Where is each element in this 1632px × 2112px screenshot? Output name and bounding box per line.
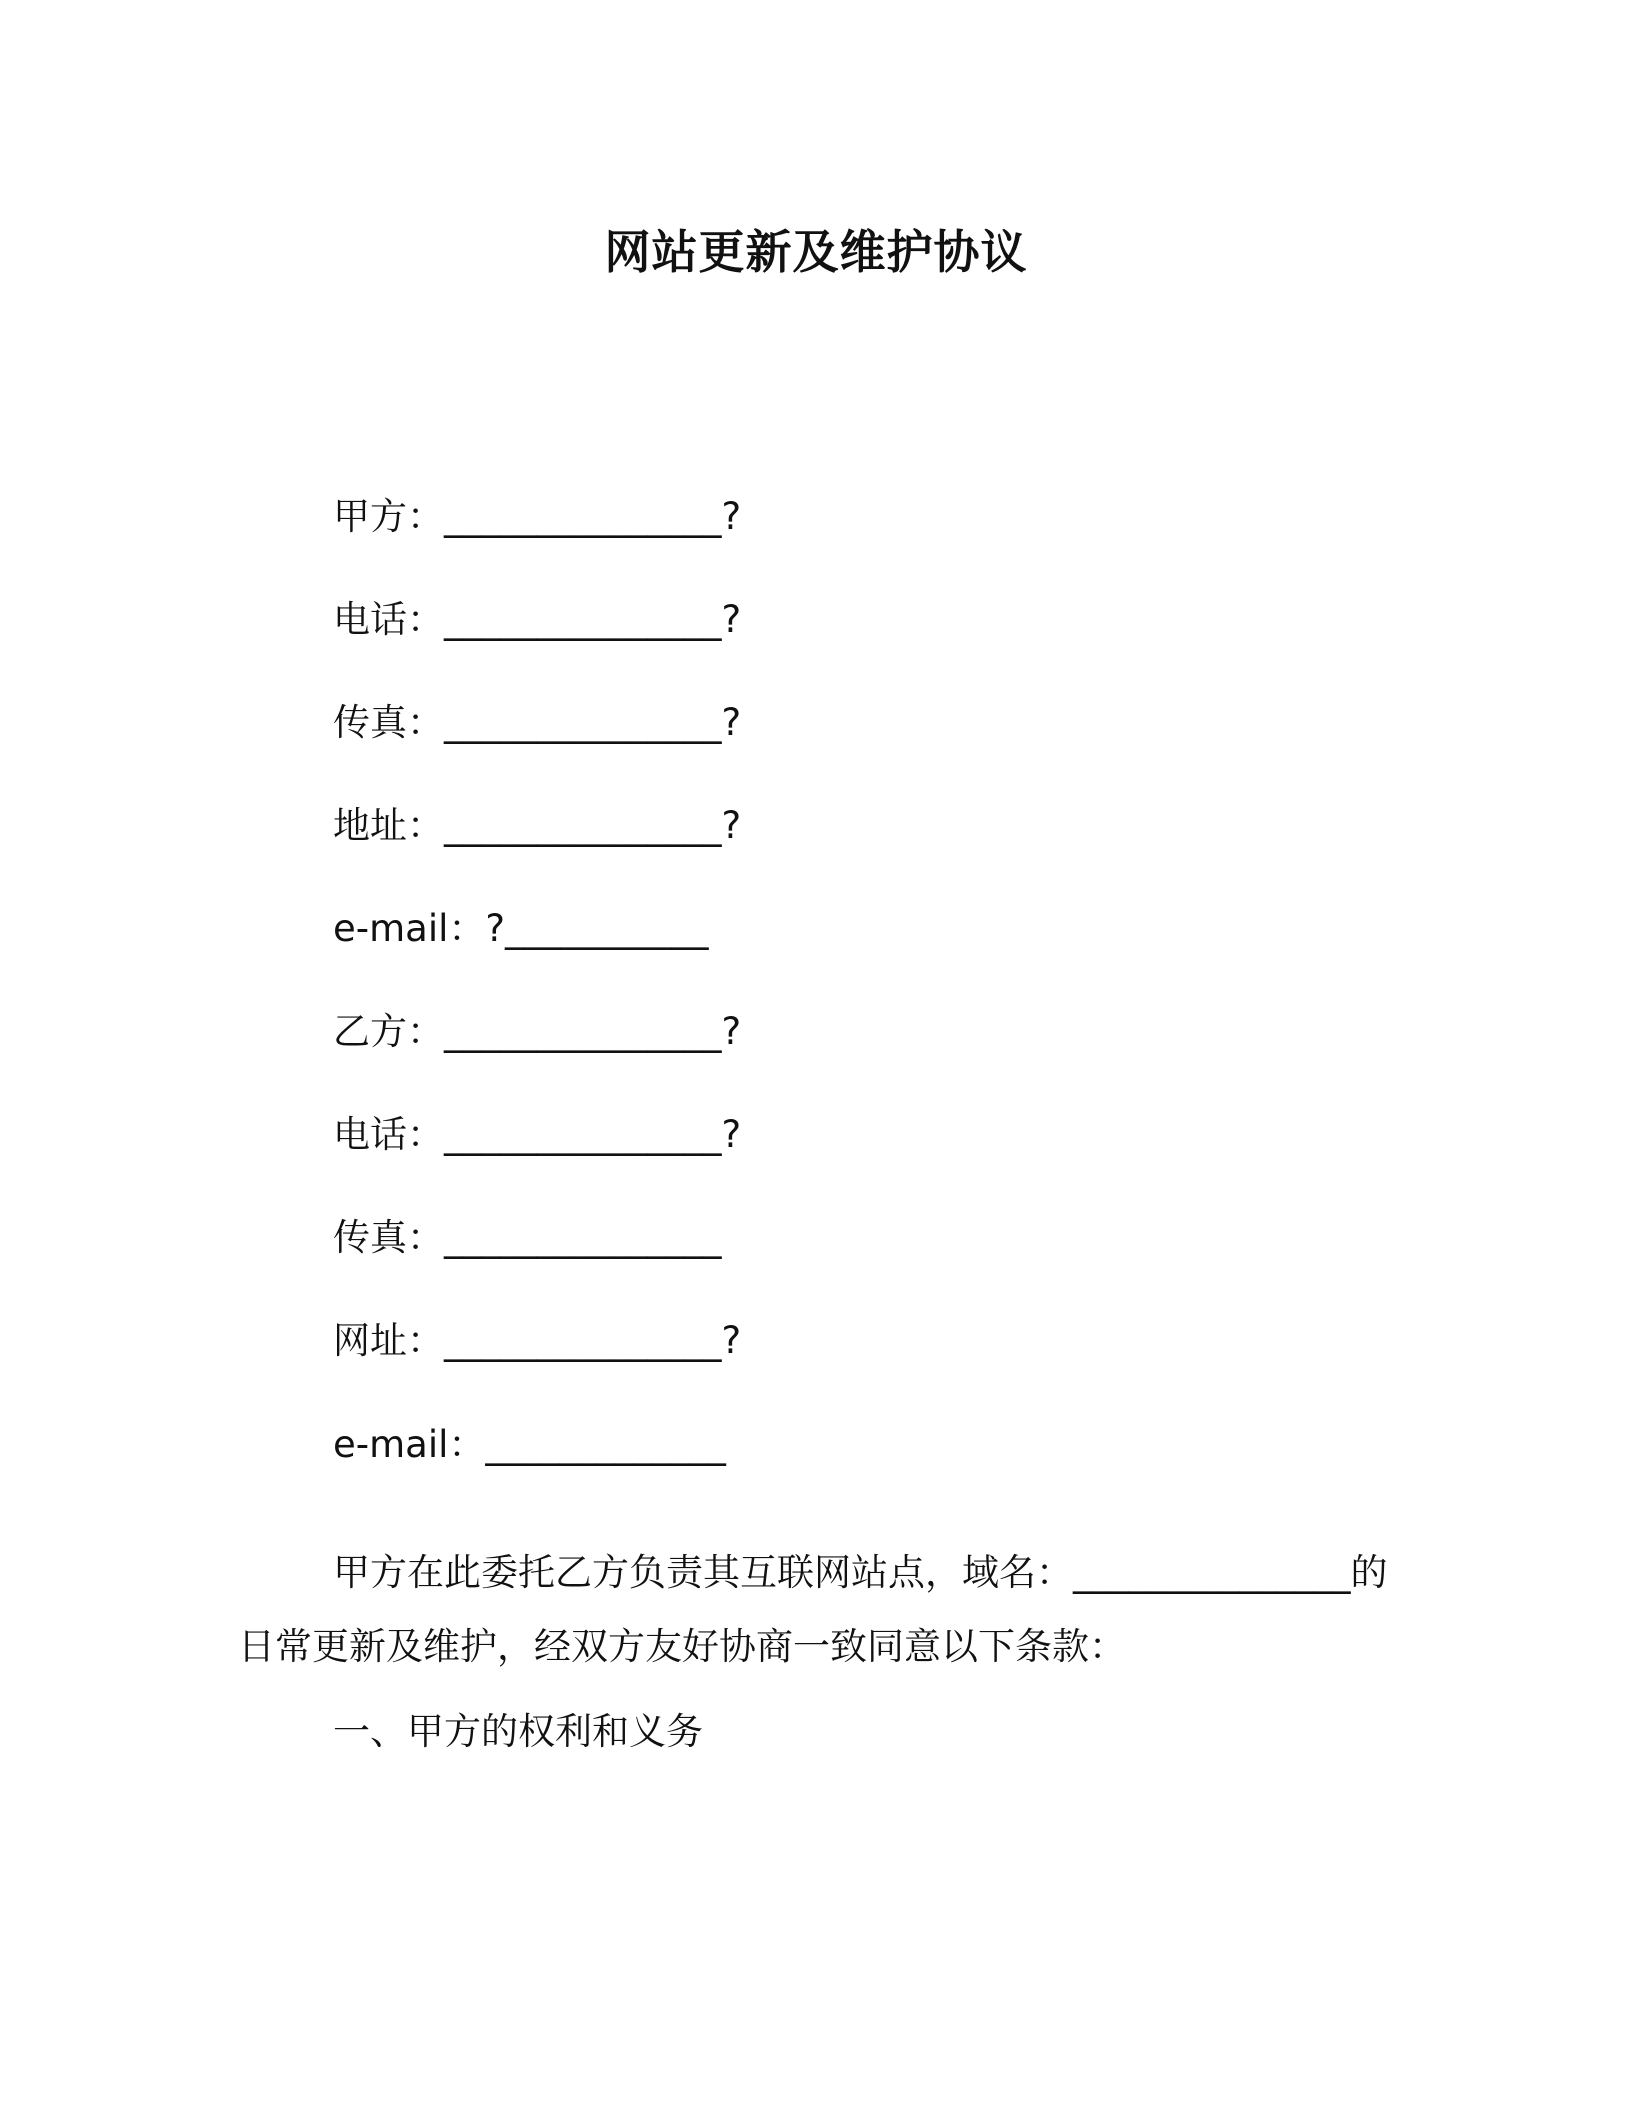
party-a-email-field <box>333 904 709 954</box>
field-label: 传真： <box>333 701 444 744</box>
field-blank: _______________? <box>444 701 742 744</box>
field-label: 电话： <box>333 598 444 641</box>
party-a-fax-field <box>333 698 741 748</box>
field-blank: _______________? <box>444 495 742 538</box>
field-label: 网址： <box>333 1319 444 1362</box>
party-b-website-field <box>333 1316 741 1366</box>
section-heading: 一、甲方的权利和义务 <box>333 1710 703 1753</box>
party-b-name-field <box>333 1007 741 1057</box>
field-label: 地址： <box>333 804 444 847</box>
party-b-fax-field <box>333 1213 722 1263</box>
document-title: 网站更新及维护协议 <box>604 225 1028 279</box>
field-blank: _______________? <box>444 598 742 641</box>
party-a-phone-field <box>333 595 741 645</box>
party-a-name-field <box>333 492 741 542</box>
field-blank: ?___________ <box>485 907 709 950</box>
field-blank: _______________? <box>444 1319 742 1362</box>
field-label: 甲方： <box>333 495 444 538</box>
field-blank: _______________? <box>444 1010 742 1053</box>
party-b-email-field <box>333 1420 726 1470</box>
field-blank: _______________? <box>444 804 742 847</box>
field-blank: _____________ <box>485 1423 726 1466</box>
field-blank: _______________? <box>444 1113 742 1156</box>
field-label: e-mail： <box>333 1423 486 1466</box>
field-label: 电话： <box>333 1113 444 1156</box>
field-label: 传真： <box>333 1216 444 1259</box>
party-b-phone-field <box>333 1110 741 1160</box>
field-label: e-mail： <box>333 907 486 950</box>
field-blank: _______________ <box>444 1216 722 1259</box>
field-label: 乙方： <box>333 1010 444 1053</box>
intro-paragraph: 甲方在此委托乙方负责其互联网站点，域名：_______________的日常更新及维护，经双方友好协商一致同意以下条款： <box>238 1551 1388 1668</box>
party-a-address-field <box>333 801 741 851</box>
